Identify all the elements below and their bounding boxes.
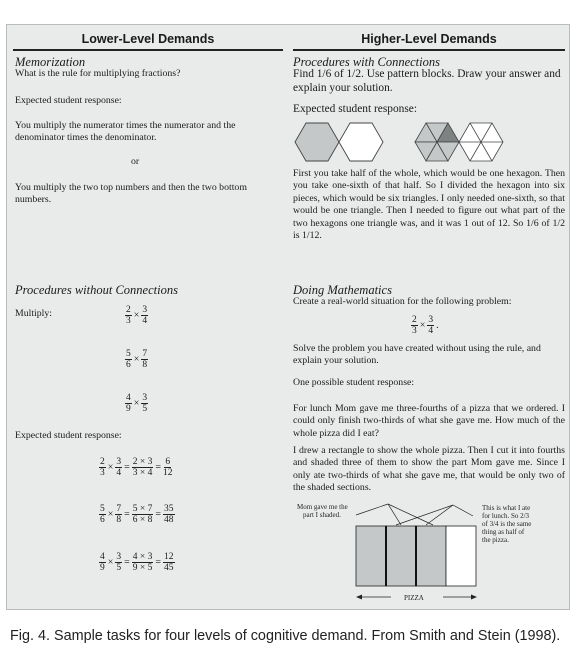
ate-note-line-3: of 3/4 is the same: [482, 520, 532, 528]
pattern-blocks-diagram: [295, 119, 565, 165]
doing-math-task: Create a real-world situation for the following problem:: [293, 296, 512, 307]
header-rule: [13, 49, 283, 51]
memorization-expected-label: Expected student response:: [15, 95, 122, 106]
higher-level-header: Higher-Level Demands: [361, 32, 497, 46]
ate-note-line-2: for lunch. So 2/3: [482, 512, 530, 520]
annotation-arrows: [356, 504, 473, 525]
task-panel: [6, 24, 570, 610]
procedures-expected-label: Expected student response:: [15, 430, 122, 441]
pizza-diagram: [293, 503, 565, 605]
connections-task: Find 1/6 of 1/2. Use pattern blocks. Draw your answer and explain your solution.: [293, 68, 561, 94]
fraction: $\frac{3}{5}$: [142, 393, 148, 414]
doing-mathematics-title: Doing Mathematics: [293, 283, 392, 297]
doing-math-instruction: Solve the problem you have created without using the rule, and explain your solution.: [293, 343, 541, 367]
memorization-response-2: You multiply the two top numbers and then the two bottom numbers.: [15, 182, 247, 206]
shaded-hexagon: [295, 123, 339, 161]
pizza-rectangle: [356, 526, 476, 586]
pizza-story: For lunch Mom gave me three-fourths of a pizza that we ordered. I could only finish two-thirds of what she gave me. How much of the whole pizza did I eat?: [293, 403, 565, 439]
pizza-explanation: I drew a rectangle to show the whole pizza. Then I cut it into fourths and shaded three of them to show the part Mom gave me. Since I only ate two-thirds of what she gave me, that would be only two of the shaded sections.: [293, 445, 565, 494]
fraction: $\frac{5}{6}$: [126, 349, 131, 370]
solution-1: $\frac{2}{3}$ × $\frac{3}{4}$ = $\frac{2 \times 3}{3 \times 4}$ = $\frac{6}{12}$: [100, 457, 173, 478]
problem-3: $\frac{4}{9}$ × $\frac{3}{5}$: [126, 393, 148, 414]
problem-1: $\frac{2}{3}$ × $\frac{3}{4}$: [126, 305, 148, 326]
fraction: $\frac{2}{3}$: [126, 305, 131, 326]
fraction: $\frac{4}{9}$: [126, 393, 131, 414]
lower-level-header: Lower-Level Demands: [81, 32, 215, 46]
ate-note-line-5: the pizza.: [482, 536, 509, 544]
or-label: or: [131, 156, 140, 167]
ate-note-line-1: This is what I ate: [482, 504, 531, 512]
solution-3: $\frac{4}{9}$ × $\frac{3}{5}$ = $\frac{4 \times 3}{9 \times 5}$ = $\frac{12}{45}$: [100, 552, 174, 573]
white-hexagon: [339, 123, 383, 161]
procedures-without-title: Procedures without Connections: [15, 283, 178, 297]
possible-response-label: One possible student response:: [293, 377, 415, 388]
header-rule: [293, 49, 565, 51]
pizza-axis-label: PIZZA: [404, 594, 424, 602]
memorization-title: Memorization: [15, 55, 86, 69]
divided-hexagon-pair: [415, 123, 503, 161]
doing-math-problem: $\frac{2}{3}$ × $\frac{3}{4}$ .: [412, 315, 439, 336]
connections-expected-label: Expected student response:: [293, 103, 417, 115]
mom-note-line-1: Mom gave me the: [297, 503, 348, 511]
connections-response: First you take half of the whole, which would be one hexagon. Then you take one-sixth of that half. So I divided the hexagon into six pieces, which would be six triangles. I only needed one-sixth, so that would be one triangle. Then I needed to figure out what part of the two hexagons one triangle was, and it was 1 out of 12. So 1/6 of 1/2 is 1/12.: [293, 168, 565, 242]
ate-note-line-4: thing as half of: [482, 528, 525, 536]
procedures-with-title: Procedures with Connections: [293, 55, 440, 69]
fraction: $\frac{3}{4}$: [142, 305, 148, 326]
memorization-task: What is the rule for multiplying fractions?: [15, 68, 181, 79]
figure-caption: Fig. 4. Sample tasks for four levels of cognitive demand. From Smith and Stein (1998).: [10, 628, 561, 644]
mom-note-line-2: part I shaded.: [303, 511, 341, 519]
memorization-response-1: You multiply the numerator times the numerator and the denominator times the denominator.: [15, 120, 236, 144]
fraction: $\frac{7}{8}$: [142, 349, 148, 370]
problem-2: $\frac{5}{6}$ × $\frac{7}{8}$: [126, 349, 148, 370]
multiply-label: Multiply:: [15, 308, 53, 319]
solution-2: $\frac{5}{6}$ × $\frac{7}{8}$ = $\frac{5 \times 7}{6 \times 8}$ = $\frac{35}{48}$: [100, 504, 174, 525]
